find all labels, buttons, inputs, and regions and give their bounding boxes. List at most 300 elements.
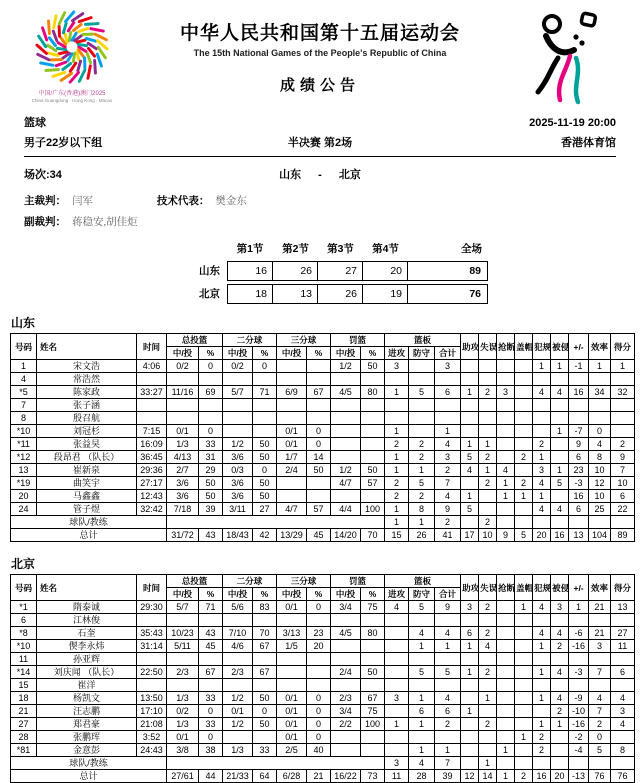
cell-fg-pct: 33 (199, 692, 223, 705)
cell-fd (551, 438, 569, 451)
cell-treb: 1 (435, 640, 461, 653)
cell-time: 29:36 (137, 464, 167, 477)
cell-p3-pct (307, 399, 331, 412)
cell-to (479, 614, 497, 627)
col-pf-header: 犯规 (533, 575, 551, 601)
col-eff-header: 效率 (589, 334, 611, 360)
cell-pf: 16 (533, 770, 551, 783)
col-pct-subheader: % (307, 588, 331, 601)
cell-fg (167, 412, 199, 425)
cell-time: 17:10 (137, 705, 167, 718)
q1-header: 第1节 (227, 240, 273, 258)
cell-pm: -7 (569, 425, 589, 438)
cell-stl (497, 679, 515, 692)
cell-ft-pct (361, 744, 385, 757)
cell-p3: 13/29 (277, 529, 307, 542)
match-info (0, 157, 640, 233)
q3-header: 第3节 (318, 240, 363, 258)
cell-oreb (385, 640, 409, 653)
cell-to (479, 412, 497, 425)
cell-name: 马鑫鑫 (37, 490, 137, 503)
cell-dreb: 2 (409, 438, 435, 451)
cell-ast: 5 (461, 451, 479, 464)
cell-oreb: 2 (385, 438, 409, 451)
cell-time: 7:15 (137, 425, 167, 438)
cell-eff: 104 (589, 529, 611, 542)
cell-p3-pct: 67 (307, 386, 331, 399)
cell-pts (611, 373, 635, 386)
cell-pts: 2 (611, 438, 635, 451)
cell-no: *5 (11, 386, 37, 399)
cell-pf (533, 425, 551, 438)
cell-to (479, 653, 497, 666)
cell-ast: 6 (461, 627, 479, 640)
cell-stl: 1 (497, 770, 515, 783)
cell-stl (497, 705, 515, 718)
cell-p3: 1/5 (277, 640, 307, 653)
basketball-pictogram-icon (524, 10, 612, 106)
home-q2: 26 (273, 261, 318, 281)
cell-treb: 6 (435, 705, 461, 718)
cell-pm: 6 (569, 503, 589, 516)
cell-dreb: 2 (409, 490, 435, 503)
col-ast-header: 助攻 (461, 334, 479, 360)
cell-p3-pct: 0 (307, 438, 331, 451)
cell-eff (589, 653, 611, 666)
away-q4: 19 (363, 284, 408, 304)
cell-p3 (277, 666, 307, 679)
cell-p3-pct: 0 (307, 692, 331, 705)
cell-treb: 7 (435, 757, 461, 770)
col-p3-header: 三分球 (277, 334, 331, 347)
cell-p2-pct: 70 (253, 627, 277, 640)
cell-name: 刘庆闻 （队长） (37, 666, 137, 679)
cell-pm: -9 (569, 692, 589, 705)
col-ft-header: 罚篮 (331, 334, 385, 347)
cell-time: 29:30 (137, 601, 167, 614)
cell-eff: 21 (589, 601, 611, 614)
cell-ast: 1 (461, 705, 479, 718)
cell-fd (551, 731, 569, 744)
cell-ft-pct (361, 653, 385, 666)
cell-pts: 4 (611, 692, 635, 705)
cell-fd: 16 (551, 529, 569, 542)
col-name-header: 姓名 (37, 334, 137, 360)
col-p3-header: 三分球 (277, 575, 331, 588)
cell-p3: 0/1 (277, 731, 307, 744)
cell-blk (515, 640, 533, 653)
cell-ft (331, 653, 361, 666)
cell-pm (569, 653, 589, 666)
cell-fg-pct: 0 (199, 731, 223, 744)
cell-fg: 3/6 (167, 477, 199, 490)
cell-pm: -1 (569, 360, 589, 373)
team-section-title: 山东 (11, 314, 640, 331)
cell-fg-pct (199, 399, 223, 412)
cell-p2 (223, 679, 253, 692)
cell-fg-pct: 50 (199, 490, 223, 503)
cell-time: 27:17 (137, 477, 167, 490)
cell-p3-pct (307, 412, 331, 425)
cell-blk (515, 705, 533, 718)
cell-fd (551, 614, 569, 627)
cell-p3-pct (307, 490, 331, 503)
cell-fg: 31/72 (167, 529, 199, 542)
cell-treb: 9 (435, 503, 461, 516)
quarter-scores (183, 237, 640, 307)
cell-eff (589, 399, 611, 412)
cell-pts: 3 (611, 705, 635, 718)
cell-p3: 0/1 (277, 705, 307, 718)
col-pct-subheader: % (199, 347, 223, 360)
cell-time: 35:43 (137, 627, 167, 640)
cell-fg-pct (199, 653, 223, 666)
cell-ft: 3/4 (331, 705, 361, 718)
cell-pts (611, 731, 635, 744)
cell-p3 (277, 399, 307, 412)
cell-stl (497, 731, 515, 744)
cell-blk (515, 464, 533, 477)
totals-label: 总计 (11, 529, 167, 542)
away-q2: 13 (273, 284, 318, 304)
col-pct-subheader: % (253, 347, 277, 360)
cell-ft-pct (361, 399, 385, 412)
home-q3: 27 (318, 261, 363, 281)
cell-treb: 39 (435, 770, 461, 783)
player-row (11, 425, 635, 438)
cell-time (137, 412, 167, 425)
cell-ft-pct: 73 (361, 770, 385, 783)
cell-p2-pct: 67 (253, 666, 277, 679)
q2-header: 第2节 (273, 240, 318, 258)
cell-ast: 5 (461, 503, 479, 516)
cell-eff: 21 (589, 627, 611, 640)
cell-time (137, 614, 167, 627)
cell-stl (497, 601, 515, 614)
cell-stl (497, 425, 515, 438)
cell-fg-pct: 0 (199, 360, 223, 373)
stats-header-row-1 (11, 575, 635, 588)
cell-pf: 4 (533, 386, 551, 399)
col-p2-header: 二分球 (223, 334, 277, 347)
cell-fg: 2/7 (167, 464, 199, 477)
player-row (11, 718, 635, 731)
player-row (11, 692, 635, 705)
col-to-header: 失误 (479, 575, 497, 601)
stats-header-row-1 (11, 334, 635, 347)
cell-stl (497, 666, 515, 679)
cell-fg-pct: 29 (199, 464, 223, 477)
cell-time: 36:45 (137, 451, 167, 464)
player-row (11, 640, 635, 653)
cell-ast: 3 (461, 601, 479, 614)
cell-p2: 0/3 (223, 464, 253, 477)
cell-ft: 4/5 (331, 386, 361, 399)
cell-pf (533, 757, 551, 770)
cell-ast (461, 692, 479, 705)
cell-ft-pct: 50 (361, 464, 385, 477)
cell-no: 4 (11, 373, 37, 386)
cell-p2 (223, 425, 253, 438)
cell-no: *8 (11, 627, 37, 640)
cell-ft (331, 438, 361, 451)
cell-p3: 2/5 (277, 744, 307, 757)
cell-p2-pct: 50 (253, 692, 277, 705)
cell-pf (533, 399, 551, 412)
col-pf-header: 犯规 (533, 334, 551, 360)
cell-ft-pct: 57 (361, 477, 385, 490)
cell-dreb: 2 (409, 451, 435, 464)
cell-treb: 41 (435, 529, 461, 542)
cell-time (137, 679, 167, 692)
page-header (0, 0, 640, 111)
cell-fg: 2/3 (167, 666, 199, 679)
cell-eff (589, 373, 611, 386)
cell-blk (515, 666, 533, 679)
cell-eff: 1 (589, 360, 611, 373)
cell-treb (435, 614, 461, 627)
cell-oreb: 1 (385, 386, 409, 399)
cell-time: 4:06 (137, 360, 167, 373)
cell-ast (461, 614, 479, 627)
cell-stl: 4 (497, 464, 515, 477)
cell-fd (551, 451, 569, 464)
games-emblem-logo-icon (32, 8, 112, 86)
header-titles (124, 8, 516, 111)
cell-blk (515, 614, 533, 627)
cell-to: 2 (479, 718, 497, 731)
cell-pf: 1 (533, 718, 551, 731)
cell-treb: 2 (435, 464, 461, 477)
cell-oreb: 4 (385, 601, 409, 614)
cell-pm: 13 (569, 529, 589, 542)
cell-p2: 18/43 (223, 529, 253, 542)
cell-p3-pct (307, 653, 331, 666)
cell-blk: 2 (515, 770, 533, 783)
venue-label: 香港体育馆 (416, 133, 616, 153)
cell-name: 段昂君 （队长） (37, 451, 137, 464)
cell-fd: 1 (551, 718, 569, 731)
col-pm-header: +/- (569, 575, 589, 601)
away-q3: 26 (318, 284, 363, 304)
cell-p3-pct: 57 (307, 503, 331, 516)
cell-treb: 2 (435, 516, 461, 529)
games-title-cn: 中华人民共和国第十五届运动会 (124, 18, 516, 45)
player-row (11, 627, 635, 640)
cell-name: 刘冠杉 (37, 425, 137, 438)
col-stl-header: 抢断 (497, 334, 515, 360)
cell-p2-pct (253, 679, 277, 692)
col-pct-subheader: % (361, 347, 385, 360)
cell-ft: 1/2 (331, 464, 361, 477)
cell-stl (497, 516, 515, 529)
home-quarter-row (183, 261, 488, 281)
cell-ft-pct: 100 (361, 718, 385, 731)
games-emblem (20, 8, 124, 111)
cell-p2: 1/2 (223, 692, 253, 705)
phase-label: 半决赛 第2场 (224, 133, 416, 153)
cell-stl (497, 412, 515, 425)
cell-p2: 1/2 (223, 438, 253, 451)
cell-ast: 1 (461, 490, 479, 503)
cell-p3: 1/7 (277, 451, 307, 464)
cell-fd: 2 (551, 640, 569, 653)
cell-blk (515, 386, 533, 399)
cell-p2-pct: 0 (253, 360, 277, 373)
cell-fg-pct: 33 (199, 438, 223, 451)
cell-stl: 3 (497, 386, 515, 399)
col-pts-header: 得分 (611, 575, 635, 601)
game-number: 场次:34 (24, 166, 224, 182)
cell-dreb: 5 (409, 601, 435, 614)
away-row-label: 北京 (183, 284, 227, 304)
cell-pm (569, 399, 589, 412)
cell-p3-pct (307, 666, 331, 679)
cell-fg-pct (199, 412, 223, 425)
cell-dreb: 26 (409, 529, 435, 542)
cell-stl (497, 653, 515, 666)
cell-ft-pct: 75 (361, 705, 385, 718)
cell-pf (533, 516, 551, 529)
cell-ast (461, 731, 479, 744)
cell-to (479, 744, 497, 757)
cell-p3-pct: 50 (307, 464, 331, 477)
cell-p2-pct (253, 731, 277, 744)
cell-no: *10 (11, 640, 37, 653)
pictogram-pink-ribbon (559, 56, 570, 100)
cell-no: 20 (11, 490, 37, 503)
cell-pts: 89 (611, 529, 635, 542)
col-fg-header: 总投篮 (167, 334, 223, 347)
col-pct-subheader: % (307, 347, 331, 360)
cell-pf (533, 679, 551, 692)
cell-pts (611, 412, 635, 425)
col-fd-header: 被侵 (551, 334, 569, 360)
cell-p2-pct (253, 653, 277, 666)
cell-no: 21 (11, 705, 37, 718)
cell-ast (461, 425, 479, 438)
cell-eff: 10 (589, 464, 611, 477)
cell-ast (461, 477, 479, 490)
cell-p2-pct: 50 (253, 451, 277, 464)
cell-dreb: 6 (409, 705, 435, 718)
cell-fg: 0/1 (167, 731, 199, 744)
officials-block (24, 191, 616, 233)
col-no-header: 号码 (11, 334, 37, 360)
cell-ft-pct (361, 490, 385, 503)
cell-pm: 6 (569, 451, 589, 464)
cell-pf: 4 (533, 503, 551, 516)
cell-name: 曲笑宇 (37, 477, 137, 490)
cell-fd (551, 412, 569, 425)
cell-time (137, 373, 167, 386)
cell-fd: 2 (551, 705, 569, 718)
cell-p3 (277, 653, 307, 666)
cell-fg-pct: 44 (199, 770, 223, 783)
cell-ft (331, 614, 361, 627)
cell-eff: 0 (589, 425, 611, 438)
cell-eff: 8 (589, 451, 611, 464)
cell-eff: 5 (589, 744, 611, 757)
cell-blk (515, 360, 533, 373)
cell-time: 3:52 (137, 731, 167, 744)
cell-p2-pct: 50 (253, 438, 277, 451)
cell-pf: 4 (533, 627, 551, 640)
cell-eff: 7 (589, 666, 611, 679)
cell-to (479, 360, 497, 373)
cell-p3-pct: 0 (307, 705, 331, 718)
cell-ft (331, 640, 361, 653)
cell-treb: 2 (435, 718, 461, 731)
cell-p2: 21/33 (223, 770, 253, 783)
cell-pts (611, 679, 635, 692)
cell-ft (331, 490, 361, 503)
cell-no: 7 (11, 399, 37, 412)
cell-to: 2 (479, 451, 497, 464)
cell-ast: 1 (461, 666, 479, 679)
cell-ft: 3/4 (331, 601, 361, 614)
cell-treb: 7 (435, 477, 461, 490)
cell-fg: 7/18 (167, 503, 199, 516)
cell-ft: 1/2 (331, 360, 361, 373)
emblem-caption: 中国/广东(香港)澳门2025 (20, 91, 124, 98)
cell-p2: 4/6 (223, 640, 253, 653)
col-made_att-subheader: 中/投 (277, 588, 307, 601)
cell-eff: 0 (589, 731, 611, 744)
cell-p2-pct: 67 (253, 640, 277, 653)
player-row (11, 412, 635, 425)
cell-name: 隋泰诚 (37, 601, 137, 614)
cell-time: 32:42 (137, 503, 167, 516)
cell-ast: 12 (461, 770, 479, 783)
cell-ft-pct (361, 438, 385, 451)
cell-pts: 4 (611, 718, 635, 731)
cell-no: 15 (11, 679, 37, 692)
col-pct-subheader: % (361, 588, 385, 601)
cell-fg-pct: 39 (199, 503, 223, 516)
cell-to (479, 425, 497, 438)
cell-name: 郑君豪 (37, 718, 137, 731)
cell-pts: 11 (611, 640, 635, 653)
cell-no: *12 (11, 451, 37, 464)
totals-row (11, 770, 635, 783)
cell-blk: 1 (515, 601, 533, 614)
cell-p3-pct: 14 (307, 451, 331, 464)
cell-blk (515, 679, 533, 692)
cell-fg: 5/11 (167, 640, 199, 653)
cell-dreb: 1 (409, 718, 435, 731)
cell-ft: 2/2 (331, 718, 361, 731)
team-coach-row (11, 757, 635, 770)
cell-ft-pct: 80 (361, 386, 385, 399)
cell-blk (515, 692, 533, 705)
col-treb-subheader: 合计 (435, 588, 461, 601)
cell-ast: 17 (461, 529, 479, 542)
cell-pts (611, 399, 635, 412)
cell-to: 2 (479, 477, 497, 490)
cell-blk (515, 757, 533, 770)
cell-pm (569, 412, 589, 425)
cell-pf: 4 (533, 477, 551, 490)
cell-ft-pct: 75 (361, 601, 385, 614)
cell-name: 金意彭 (37, 744, 137, 757)
cell-oreb: 1 (385, 516, 409, 529)
cell-name: 崔新泉 (37, 464, 137, 477)
cell-pf: 1 (533, 490, 551, 503)
home-row-label: 山东 (183, 261, 227, 281)
cell-fg-pct: 43 (199, 529, 223, 542)
cell-fd: 1 (551, 360, 569, 373)
